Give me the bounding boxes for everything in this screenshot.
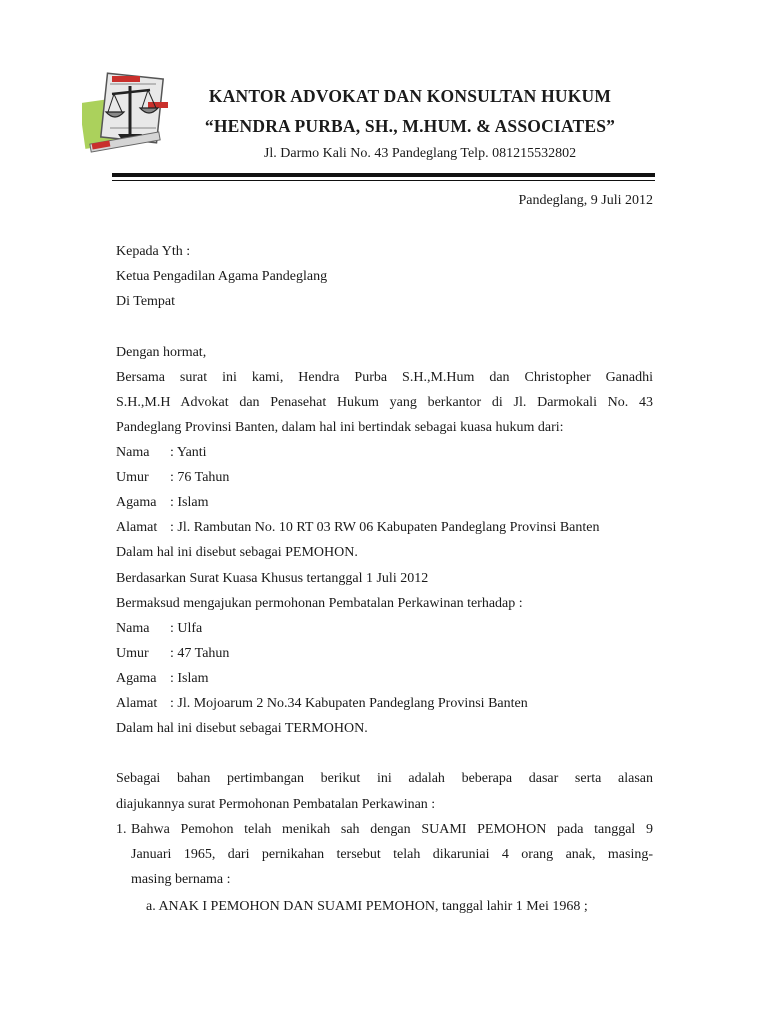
termohon-umur-row (116, 645, 653, 663)
alasan-line-1: Sebagai bahan pertimbangan berikut ini adalah beberapa dasar serta alasan (116, 771, 653, 786)
pemohon-nama-row (116, 444, 653, 462)
firm-address: Jl. Darmo Kali No. 43 Pandeglang Telp. 081215532802 (263, 146, 577, 161)
letter-date: Pandeglang, 9 Juli 2012 (518, 193, 653, 208)
maksud-line: Bermaksud mengajukan permohonan Pembatalan Perkawinan terhadap : (116, 596, 523, 611)
pemohon-agama-label: Agama (116, 495, 157, 510)
recipient-line-2: Ketua Pengadilan Agama Pandeglang (116, 269, 328, 284)
intro-line-1: Bersama surat ini kami, Hendra Purba S.H.,M.Hum dan Christopher Ganadhi (116, 370, 653, 385)
point-1-number: 1. (116, 822, 127, 837)
termohon-agama-value: : Islam (170, 671, 209, 686)
pemohon-umur-label: Umur (116, 470, 149, 485)
pemohon-agama-row (116, 494, 653, 512)
termohon-agama-row (116, 670, 653, 688)
point-1a-line: a. ANAK I PEMOHON DAN SUAMI PEMOHON, tanggal lahir 1 Mei 1968 ; (146, 899, 588, 914)
termohon-umur-value: : 47 Tahun (170, 646, 230, 661)
pemohon-umur-row (116, 469, 653, 487)
termohon-nama-row (116, 620, 653, 638)
point-1-text-1: Bahwa Pemohon telah menikah sah dengan SUAMI PEMOHON pada tanggal 9 (131, 822, 653, 837)
point-1-line-3: masing bernama : (131, 872, 231, 887)
pemohon-note: Dalam hal ini disebut sebagai PEMOHON. (116, 545, 358, 560)
letterhead-divider-thin (112, 180, 655, 181)
alasan-line-2: diajukannya surat Permohonan Pembatalan Perkawinan : (116, 797, 436, 812)
recipient-line-1: Kepada Yth : (116, 244, 191, 259)
pemohon-nama-value: : Yanti (170, 445, 207, 460)
surat-kuasa-line: Berdasarkan Surat Kuasa Khusus tertanggal 1 Juli 2012 (116, 571, 429, 586)
termohon-nama-label: Nama (116, 621, 150, 636)
pemohon-alamat-value: : Jl. Rambutan No. 10 RT 03 RW 06 Kabupaten Pandeglang Provinsi Banten (170, 520, 600, 535)
firm-office-title: KANTOR ADVOKAT DAN KONSULTAN HUKUM (208, 86, 612, 106)
termohon-alamat-label: Alamat (116, 696, 158, 711)
scales-of-justice-logo (82, 72, 174, 156)
pemohon-nama-label: Nama (116, 445, 150, 460)
firm-name: “HENDRA PURBA, SH., M.HUM. & ASSOCIATES” (204, 116, 616, 136)
pemohon-umur-value: : 76 Tahun (170, 470, 230, 485)
termohon-umur-label: Umur (116, 646, 149, 661)
termohon-alamat-value: : Jl. Mojoarum 2 No.34 Kabupaten Pandeglang Provinsi Banten (170, 696, 528, 711)
pemohon-agama-value: : Islam (170, 495, 209, 510)
point-1-line-1 (116, 821, 653, 839)
termohon-alamat-row (116, 695, 653, 713)
intro-line-2: S.H.,M.H Advokat dan Penasehat Hukum yang berkantor di Jl. Darmokali No. 43 (116, 395, 653, 410)
letterhead-divider-thick (112, 173, 655, 177)
termohon-agama-label: Agama (116, 671, 157, 686)
termohon-note: Dalam hal ini disebut sebagai TERMOHON. (116, 721, 368, 736)
intro-line-3: Pandeglang Provinsi Banten, dalam hal ini bertindak sebagai kuasa hukum dari: (116, 420, 564, 435)
point-1-line-2: Januari 1965, dari pernikahan tersebut telah dikaruniai 4 orang anak, masing- (131, 847, 653, 862)
pemohon-alamat-label: Alamat (116, 520, 158, 535)
recipient-line-3: Di Tempat (116, 294, 176, 309)
pemohon-alamat-row (116, 519, 653, 537)
greeting: Dengan hormat, (116, 345, 207, 360)
termohon-nama-value: : Ulfa (170, 621, 203, 636)
